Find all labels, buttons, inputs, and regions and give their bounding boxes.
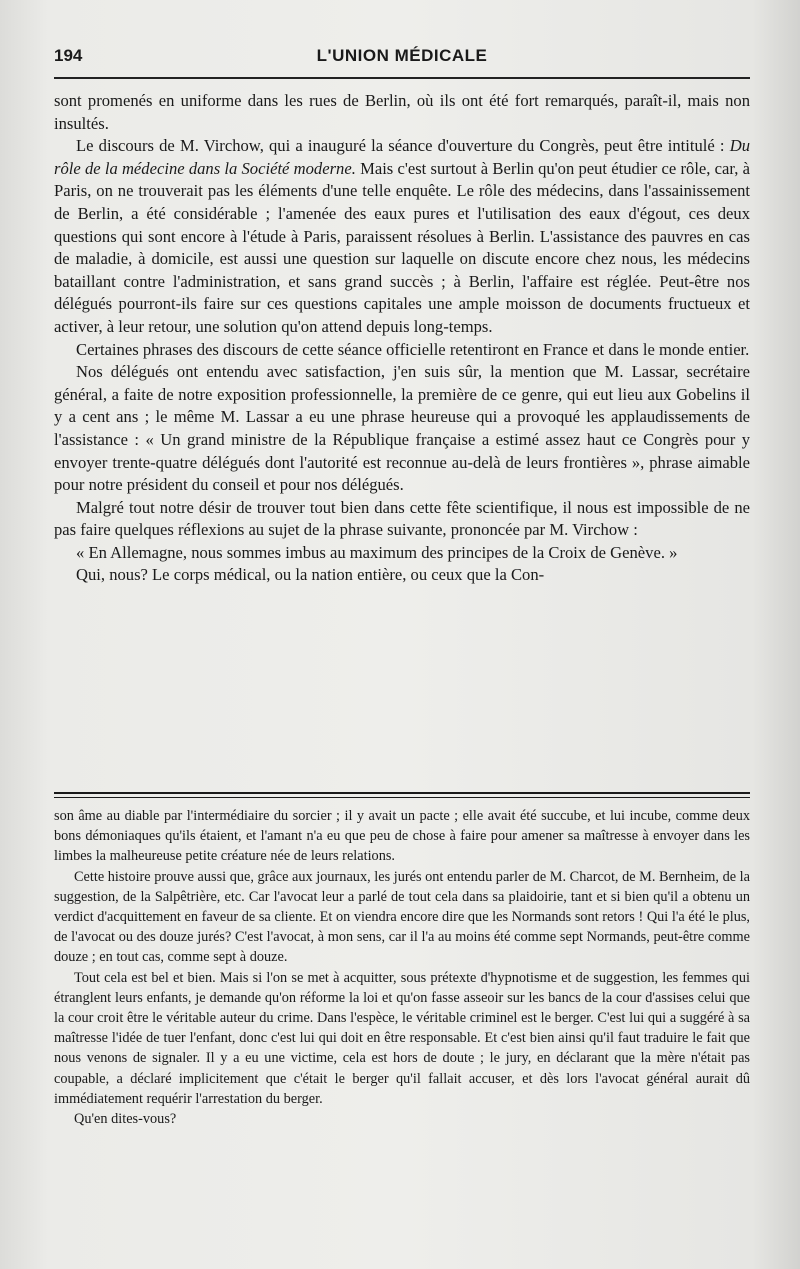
paragraph-2-body: Mais c'est surtout à Berlin qu'on peut étudier ce rôle, car, à Paris, on ne trouverait pas les éléments d'une telle enquête. Le rôle des médecins, dans l'assainissement de Berlin, a été considérable ; l'amenée des eaux pures et l'utilisation des eaux d'égout, ces deux questions qui sont encore à l'étude à Paris, paraissent résolues à Berlin. L'assistance des pauvres en cas de maladie, à domicile, est aussi une question sur laquelle on discute encore chez nous, les médecins bataillant contre l'administration, et sans grand succès ; à Berlin, l'affaire est réglée. Peut-être nos délégués pourront-ils faire sur ces questions capitales une ample moisson de documents fructueux et activer, à leur retour, une solution qu'on attend depuis long-temps. [54,158,750,336]
paragraph-2-intro: Le discours de M. Virchow, qui a inauguré la séance d'ouverture du Congrès, peut être intitulé : [76,136,730,156]
discourse-title: Du rôle de la médecine dans la Société moderne. [54,136,750,178]
header-rule [54,77,750,79]
footnote-paragraph-2: Cette histoire prouve aussi que, grâce aux journaux, les jurés ont entendu parler de M. Charcot, de M. Bernheim, de la suggestion, de la Salpêtrière, etc. Car l'avocat leur a parlé de tout cela dans sa plaidoirie, tant et si bien qu'il a obtenu un verdict d'acquittement en faveur de sa cliente. Et on viendra encore dire que les Normands sont retors ! Qui l'a été le plus, de l'avocat ou des douze jurés? C'est l'avocat, à mon sens, car il l'a au moins été comme sept Normands, peut-être comme douze ; en tout cas, comme sept à douze. [54,868,750,966]
paragraph-7: Qui, nous? Le corps médical, ou la nation entière, ou ceux que la Con- [76,565,545,585]
paragraph-1: sont promenés en uniforme dans les rues de Berlin, où ils ont été fort remarqués, paraît-il, mais non insultés. [54,91,750,133]
running-title: L'UNION MÉDICALE [316,46,488,65]
paragraph-5: Malgré tout notre désir de trouver tout bien dans cette fête scientifique, il nous est impossible de ne pas faire quelques réflexions au sujet de la phrase suivante, prononcée par M. Virchow : [54,497,750,540]
section-divider [54,792,750,798]
footnote-paragraph-3: Tout cela est bel et bien. Mais si l'on se met à acquitter, sous prétexte d'hypnotisme et de suggestion, les femmes qui étranglent leurs enfants, je demande qu'on réforme la loi et qu'on fasse asseoir sur les bancs de la cour d'assises celui que la cour croit être le véritable auteur du crime. Dans l'espèce, le véritable criminel est le berger. C'est lui qui a suggéré à sa maîtresse l'idée de tuer l'enfant, donc c'est lui qui doit en être responsable. Et c'est bien ainsi qu'il faut traduire le fait que nous venons de signaler. Il y a eu une victime, cela est hors de doute ; le jury, en déclarant que la mère n'était pas coupable, a déclaré implicitement que c'était le berger qu'il fallait accuser, et dès lors l'avocat général aurait dû immédiatement requérir l'arrestation du berger. [54,969,750,1107]
paragraph-2 [54,135,750,338]
paragraph-3: Certaines phrases des discours de cette séance officielle retentiront en France et dans le monde entier. [76,339,750,359]
page-number: 194 [54,46,83,65]
footnote-paragraph-4: Qu'en dites-vous? [74,1111,177,1128]
feuilleton-text [54,806,750,1236]
page-header [54,46,750,72]
paragraph-4: Nos délégués ont entendu avec satisfaction, j'en suis sûr, la mention que M. Lassar, secrétaire général, a faite de notre exposition professionnelle, la première de ce genre, qui eut lieu aux Gobelins il y a cent ans ; le même M. Lassar a eu une phrase heureuse qui a provoqué les applaudissements de l'assistance : « Un grand ministre de la République française a estimé assez haut ce Congrès pour y envoyer trente-quatre délégués dont l'autorité est reconnue au-delà de leurs frontières », phrase aimable pour notre président du conseil et pour nos délégués. [54,362,750,495]
main-article-text [54,90,750,790]
quotation: « En Allemagne, nous sommes imbus au maximum des principes de la Croix de Genève. » [76,542,678,562]
footnote-paragraph-1: son âme au diable par l'intermédiaire du sorcier ; il y avait un pacte ; elle avait été succube, et lui incube, comme deux bons démoniaques qu'ils étaient, et l'amant n'a eu que peu de chose à faire pour amener sa maîtresse à envoyer dans les limbes la malheureuse petite créature née de leurs relations. [54,808,750,865]
